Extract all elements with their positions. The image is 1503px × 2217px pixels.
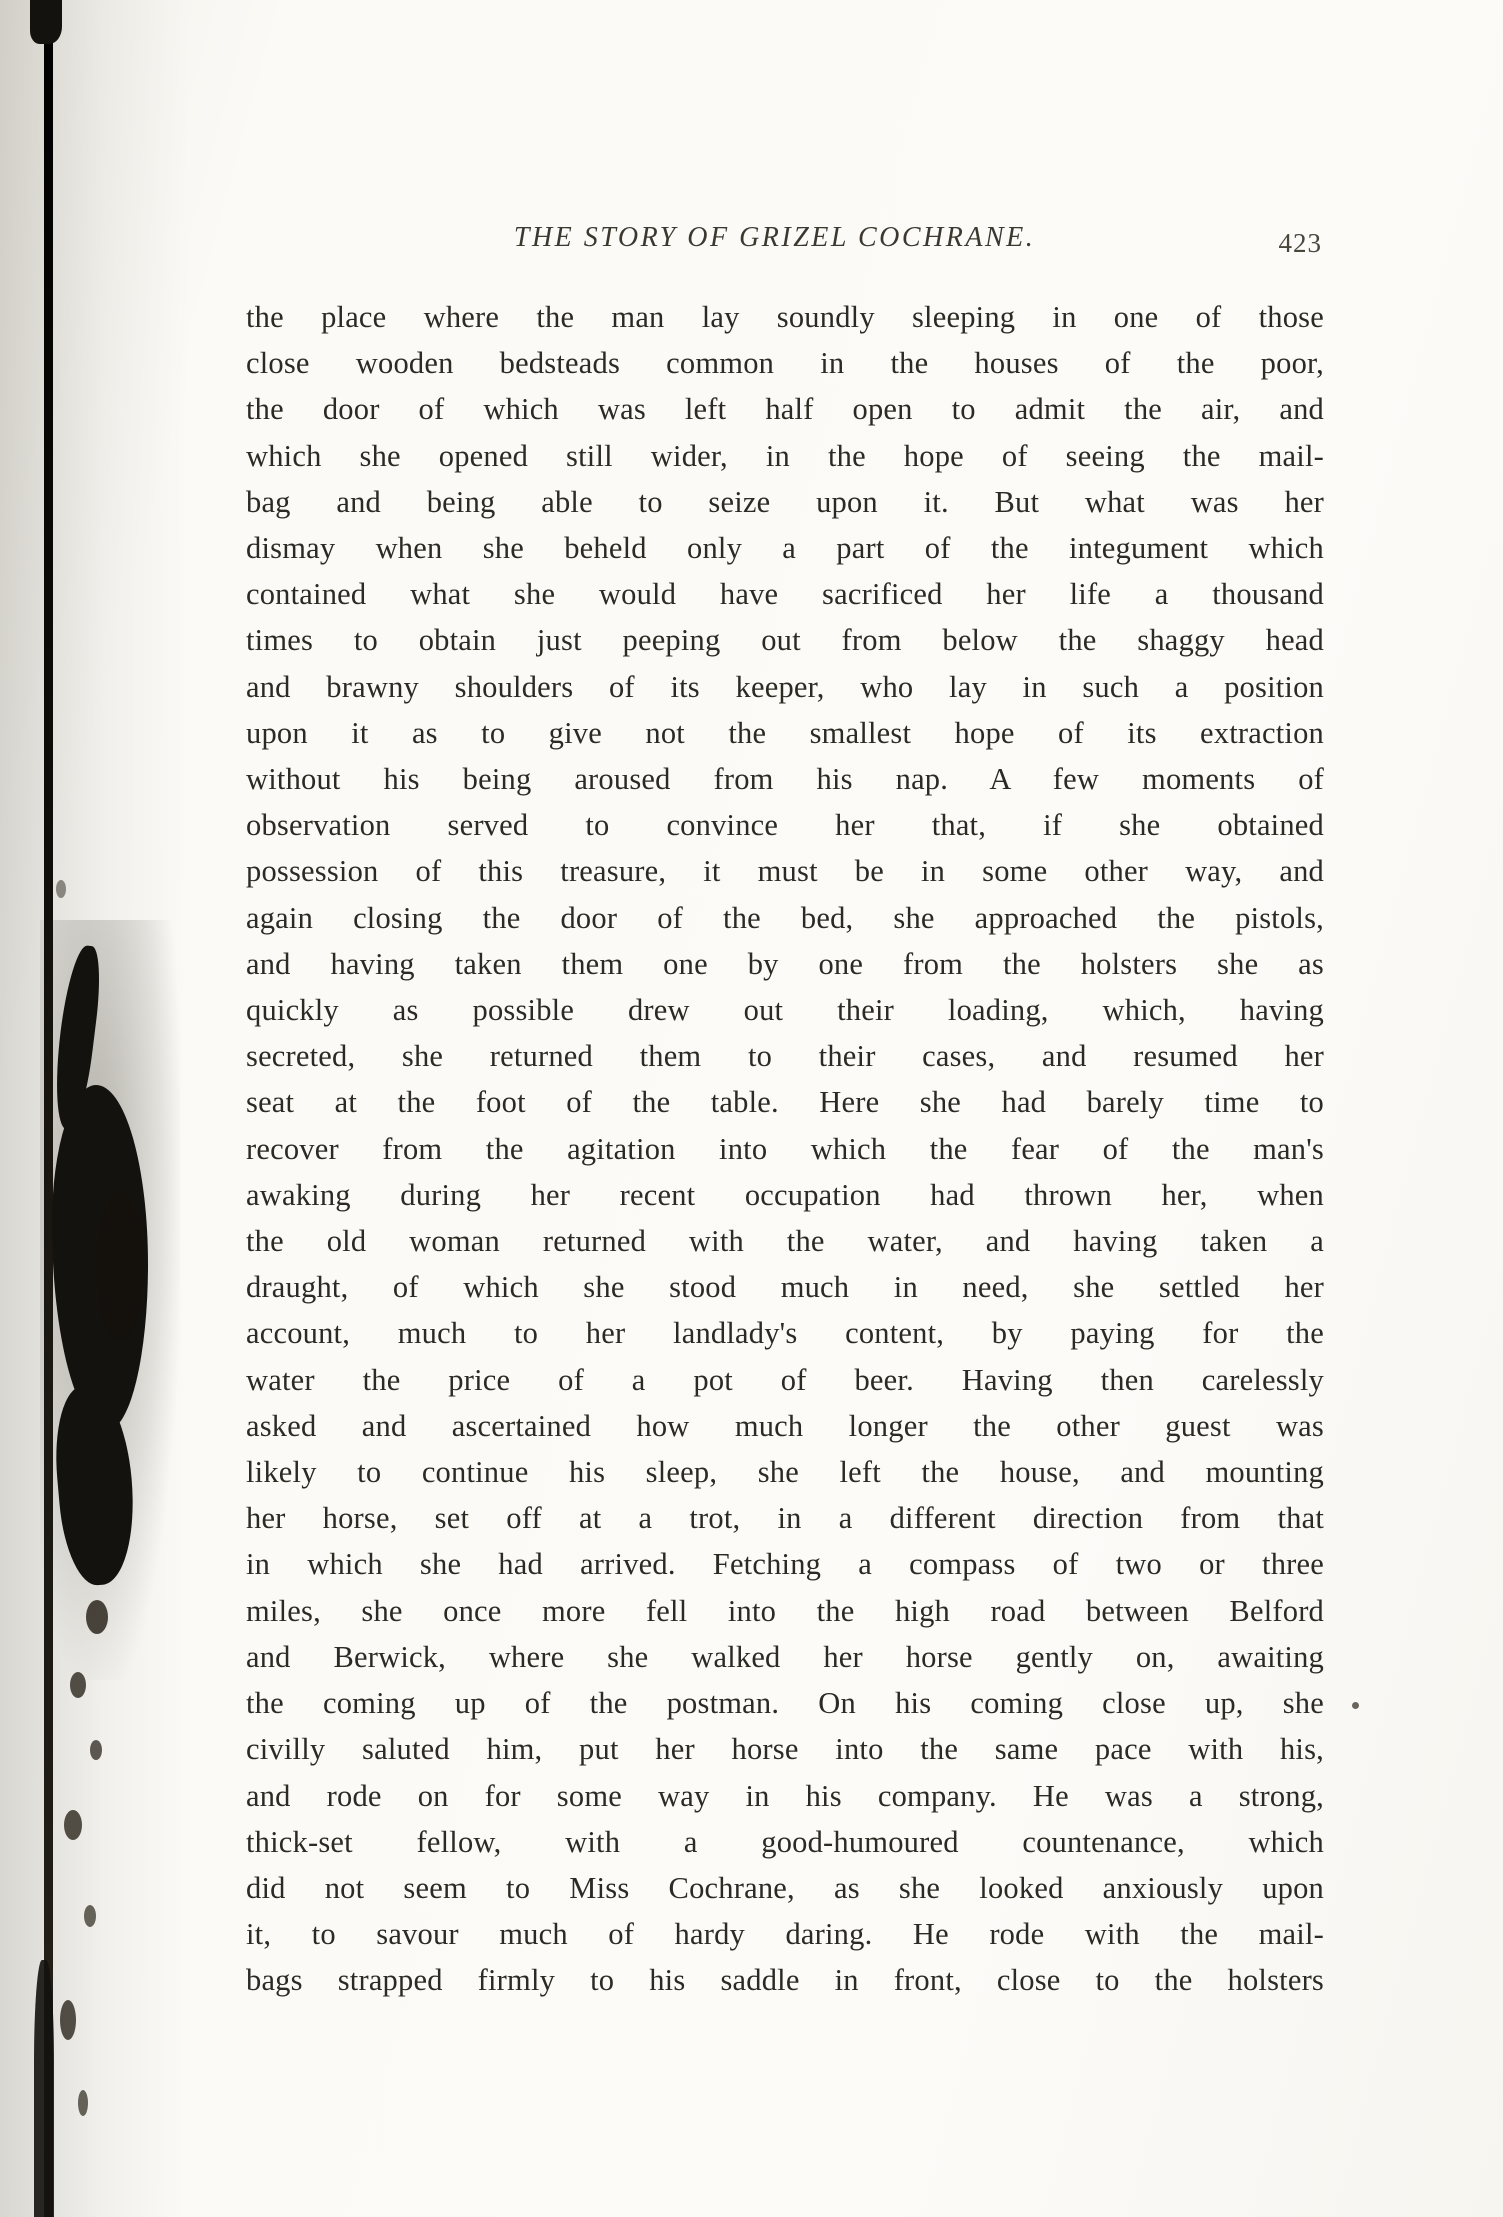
text-line: which she opened still wider, in the hope of seeing the mail- bbox=[246, 438, 1324, 473]
body-text bbox=[246, 294, 1324, 2004]
text-line: the coming up of the postman. On his coming close up, she bbox=[246, 1686, 1324, 1721]
ink-blot bbox=[96, 1190, 144, 1340]
text-line: and Berwick, where she walked her horse gently on, awaiting bbox=[246, 1639, 1324, 1674]
text-line: without his being aroused from his nap. A few moments of bbox=[246, 762, 1324, 797]
text-line: contained what she would have sacrificed her life a thousand bbox=[246, 577, 1324, 612]
ink-speck bbox=[60, 2000, 76, 2040]
text-line: seat at the foot of the table. Here she had barely time to bbox=[246, 1085, 1324, 1120]
text-line: upon it as to give not the smallest hope of its extraction bbox=[246, 715, 1324, 750]
text-line: it, to savour much of hardy daring. He rode with the mail- bbox=[246, 1917, 1324, 1952]
text-line: likely to continue his sleep, she left the house, and mounting bbox=[246, 1455, 1324, 1490]
scan-edge-bottom-artifact bbox=[34, 1960, 54, 2217]
text-line: did not seem to Miss Cochrane, as she looked anxiously upon bbox=[246, 1870, 1324, 1905]
text-line: quickly as possible drew out their loading, which, having bbox=[246, 993, 1324, 1028]
text-line: bags strapped firmly to his saddle in front, close to the holsters bbox=[246, 1963, 1324, 1998]
text-line: close wooden bedsteads common in the houses of the poor, bbox=[246, 346, 1324, 381]
text-line: in which she had arrived. Fetching a compass of two or three bbox=[246, 1547, 1324, 1582]
text-line: and brawny shoulders of its keeper, who lay in such a position bbox=[246, 669, 1324, 704]
text-line: bag and being able to seize upon it. But what was her bbox=[246, 484, 1324, 519]
text-line: and rode on for some way in his company. He was a strong, bbox=[246, 1778, 1324, 1813]
text-line: possession of this treasure, it must be in some other way, and bbox=[246, 854, 1324, 889]
page-content bbox=[246, 222, 1324, 2004]
text-line: her horse, set off at a trot, in a different direction from that bbox=[246, 1501, 1324, 1536]
page-number: 423 bbox=[1278, 228, 1322, 258]
ink-speck bbox=[84, 1905, 96, 1927]
scan-edge-top-artifact bbox=[30, 0, 62, 44]
text-line: times to obtain just peeping out from below the shaggy head bbox=[246, 623, 1324, 658]
text-line: again closing the door of the bed, she approached the pistols, bbox=[246, 900, 1324, 935]
running-title: THE STORY OF GRIZEL COCHRANE. bbox=[513, 222, 1036, 253]
ink-speck bbox=[56, 880, 66, 898]
text-line: observation served to convince her that, if she obtained bbox=[246, 808, 1324, 843]
text-line: the old woman returned with the water, and having taken a bbox=[246, 1224, 1324, 1259]
text-line: recover from the agitation into which the fear of the man's bbox=[246, 1131, 1324, 1166]
ink-speck bbox=[1352, 1702, 1359, 1709]
text-line: draught, of which she stood much in need, she settled her bbox=[246, 1270, 1324, 1305]
text-line: civilly saluted him, put her horse into the same pace with his, bbox=[246, 1732, 1324, 1767]
text-line: asked and ascertained how much longer the other guest was bbox=[246, 1408, 1324, 1443]
text-line: awaking during her recent occupation had thrown her, when bbox=[246, 1177, 1324, 1212]
ink-speck bbox=[90, 1740, 102, 1760]
text-line: account, much to her landlady's content, by paying for the bbox=[246, 1316, 1324, 1351]
text-line: and having taken them one by one from the holsters she as bbox=[246, 946, 1324, 981]
ink-speck bbox=[70, 1672, 86, 1698]
ink-speck bbox=[78, 2090, 88, 2116]
ink-speck bbox=[64, 1810, 82, 1840]
text-line: secreted, she returned them to their cases, and resumed her bbox=[246, 1039, 1324, 1074]
text-line: thick-set fellow, with a good-humoured countenance, which bbox=[246, 1824, 1324, 1859]
text-line: miles, she once more fell into the high road between Belford bbox=[246, 1593, 1324, 1628]
ink-speck bbox=[86, 1600, 108, 1634]
text-line: dismay when she beheld only a part of the integument which bbox=[246, 531, 1324, 566]
text-line: the place where the man lay soundly sleeping in one of those bbox=[246, 300, 1324, 334]
text-line: water the price of a pot of beer. Having then carelessly bbox=[246, 1362, 1324, 1397]
page-header bbox=[246, 222, 1324, 274]
text-line: the door of which was left half open to admit the air, and bbox=[246, 392, 1324, 427]
